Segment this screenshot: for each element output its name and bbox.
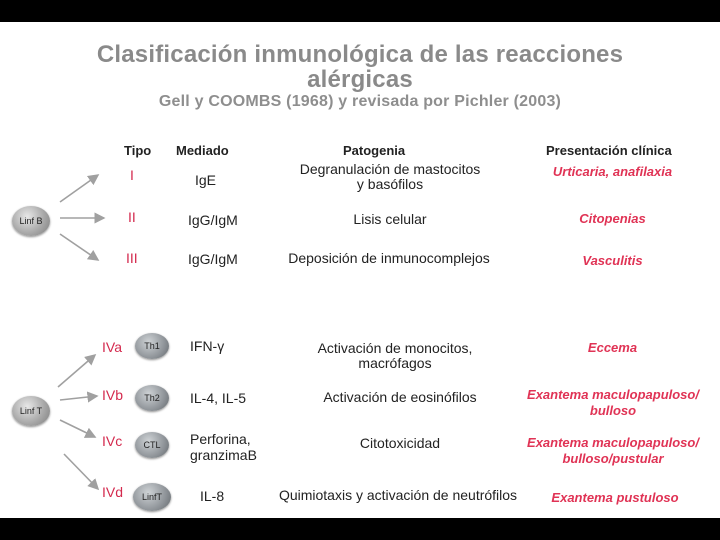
arrow-t-to-ivb	[60, 396, 97, 400]
header-tipo: Tipo	[124, 143, 152, 158]
row-clinica-ivc: Exantema maculopapuloso/ bulloso/pustular	[527, 435, 699, 466]
row-mediado-iva: IFN-γ	[190, 338, 225, 354]
linf-t-ivd-cell: LinfT	[133, 483, 171, 511]
th2-cell: Th2	[135, 385, 169, 411]
row-patogenia-iva: Activación de monocitos, macrófagos	[317, 340, 473, 371]
row-type-iii: III	[126, 250, 138, 266]
linf-b-cell: Linf B	[12, 206, 50, 236]
slide-title-line1: Clasificación inmunológica de las reacciones	[96, 41, 624, 68]
arrow-b-to-i	[60, 175, 98, 202]
row-type-ivc: IVc	[102, 433, 123, 449]
row-mediado-ivc: Perforina, granzimaB	[190, 431, 257, 463]
header-patogenia: Patogenia	[343, 143, 406, 158]
row-patogenia-ivb: Activación de eosinófilos	[323, 389, 477, 405]
arrow-t-to-ivc	[60, 420, 95, 437]
slide	[0, 22, 720, 518]
arrow-b-to-iii	[60, 234, 98, 260]
row-patogenia-i: Degranulación de mastocitos y basófilos	[299, 161, 481, 192]
header-clinica: Presentación clínica	[546, 143, 672, 158]
slide-subtitle: Gell y COOMBS (1968) y revisada por Pichler (2003)	[158, 93, 562, 110]
row-type-iva: IVa	[102, 339, 122, 355]
row-mediado-iii: IgG/IgM	[188, 251, 238, 267]
row-clinica-ivd: Exantema pustuloso	[551, 490, 679, 505]
row-mediado-ivd: IL-8	[200, 488, 225, 504]
ctl-cell: CTL	[135, 432, 169, 458]
row-clinica-iva: Eccema	[587, 340, 638, 355]
row-clinica-ii: Citopenias	[579, 211, 646, 226]
linf-t-cell: Linf T	[12, 396, 50, 426]
row-patogenia-ivc: Citotoxicidad	[359, 435, 441, 451]
row-mediado-i: IgE	[195, 172, 217, 188]
row-clinica-i: Urticaria, anafilaxia	[552, 164, 673, 179]
th1-cell: Th1	[135, 333, 169, 359]
row-patogenia-ii: Lisis celular	[353, 211, 427, 227]
row-mediado-ii: IgG/IgM	[188, 212, 238, 228]
row-type-ivb: IVb	[102, 387, 124, 403]
row-clinica-iii: Vasculitis	[582, 253, 643, 268]
row-patogenia-ivd: Quimiotaxis y activación de neutrófilos	[278, 487, 518, 503]
row-patogenia-iii: Deposición de inmunocomplejos	[288, 250, 490, 266]
header-mediado: Mediado	[176, 143, 229, 158]
row-type-ivd: IVd	[102, 484, 124, 500]
row-mediado-ivb: IL-4, IL-5	[190, 390, 247, 406]
row-type-ii: II	[128, 209, 136, 225]
slide-title-line2: alérgicas	[307, 66, 413, 93]
row-type-i: I	[130, 167, 134, 183]
arrow-t-to-iva	[58, 355, 95, 387]
arrow-t-to-ivd	[64, 454, 98, 489]
row-clinica-ivb: Exantema maculopapuloso/ bulloso	[527, 387, 699, 418]
